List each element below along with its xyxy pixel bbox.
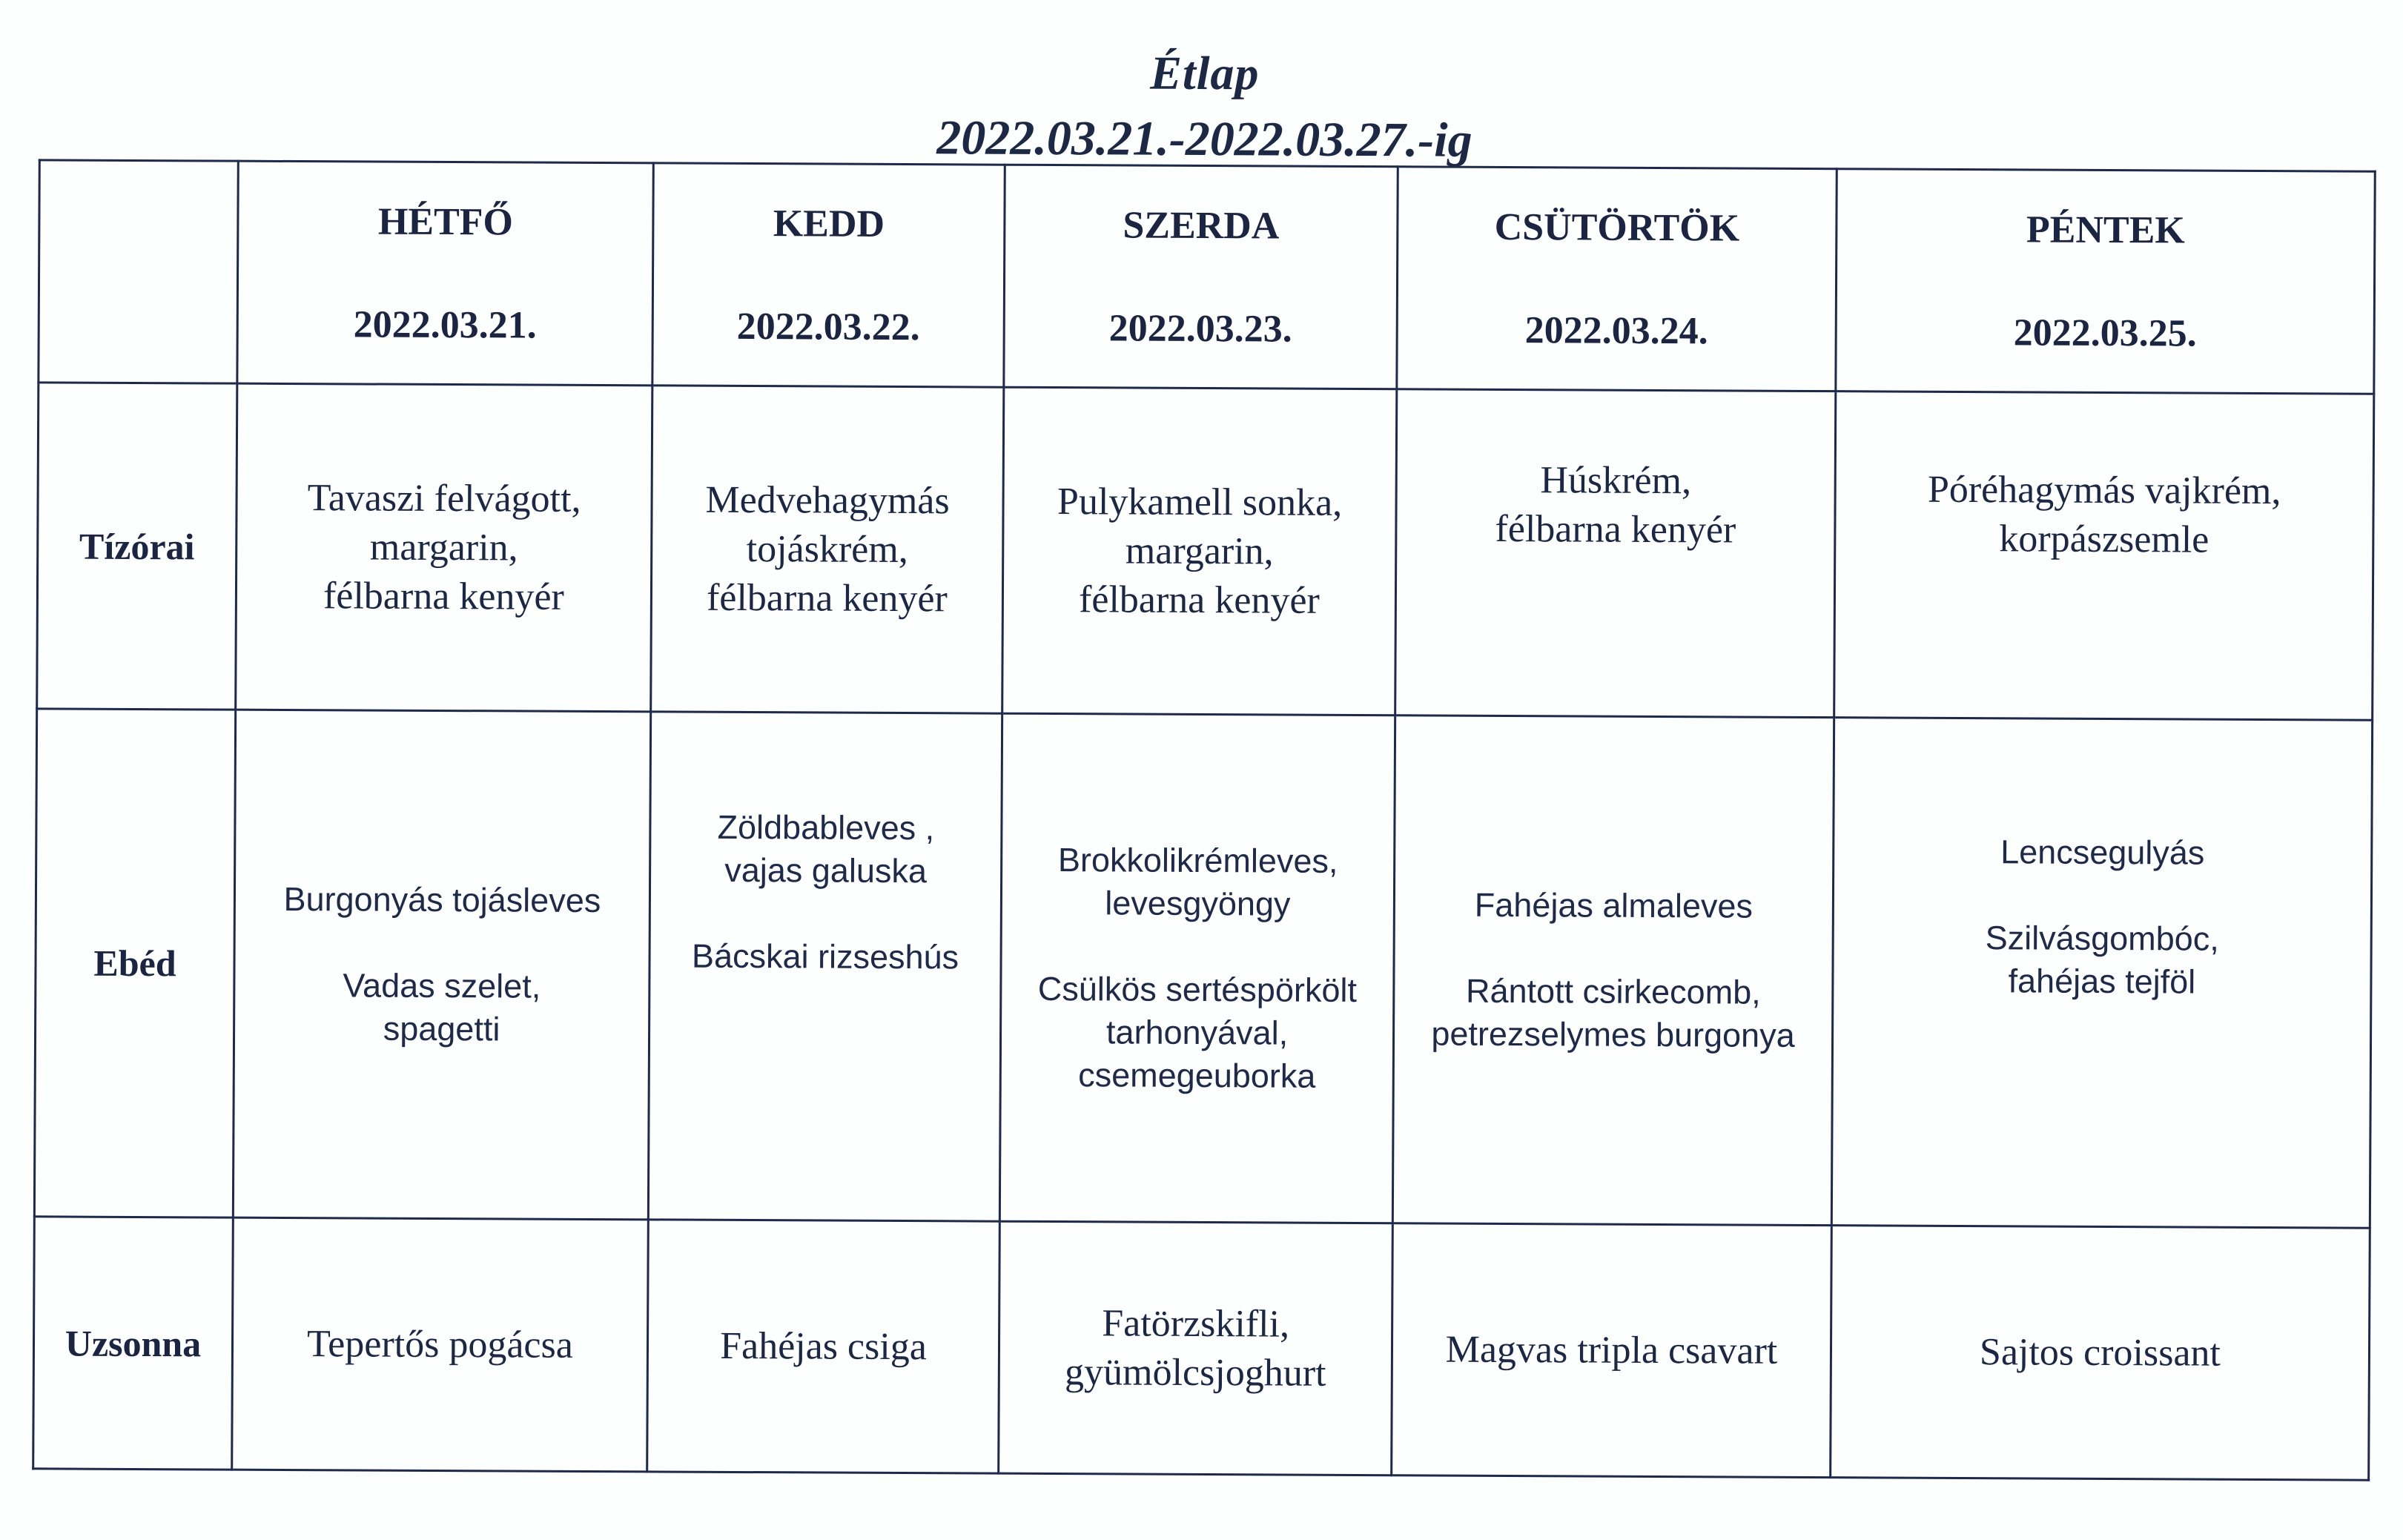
meal-label-uzsonna: Uzsonna: [65, 1322, 202, 1364]
main-course-line: Rántott csirkecomb,: [1465, 971, 1761, 1011]
menu-line: korpászsemle: [1999, 517, 2209, 561]
meal-label-cell: [37, 383, 237, 710]
main-course-line: tarhonyával,: [1105, 1013, 1289, 1052]
uzsonna-friday: [1831, 1226, 2370, 1481]
main-course-line: spagetti: [383, 1009, 500, 1048]
tizorai-friday: [1834, 391, 2374, 721]
meal-label-ebed: Ebéd: [93, 942, 176, 985]
menu-line: margarin,: [369, 526, 518, 569]
spacer: [1403, 926, 1825, 971]
header-row: [39, 160, 2375, 394]
soup-line: Brokkolikrémleves,: [1057, 841, 1338, 880]
day-name: SZERDA: [1123, 203, 1280, 248]
menu-line: félbarna kenyér: [323, 574, 564, 618]
day-date: 2022.03.24.: [1524, 308, 1708, 352]
uzsonna-monday: [232, 1217, 649, 1472]
tizorai-row: [37, 383, 2374, 720]
main-course-line: Vadas szelet,: [343, 966, 541, 1005]
ebed-thursday: [1392, 716, 1834, 1226]
meal-label-tizorai: Tízórai: [79, 525, 195, 567]
menu-line: Tavaszi felvágott,: [307, 476, 581, 521]
main-course-line: Csülkös sertéspörkölt: [1037, 969, 1358, 1010]
spacer: [658, 891, 993, 936]
ebed-row: [34, 709, 2372, 1228]
spacer: [1842, 873, 2363, 918]
menu-line: Medvehagymás: [705, 478, 950, 522]
menu-line: Húskrém,: [1540, 458, 1692, 502]
day-date: 2022.03.21.: [353, 303, 537, 347]
soup-line: Fahéjas almaleves: [1474, 885, 1754, 925]
menu-line: margarin,: [1125, 529, 1274, 572]
menu-line: tojáskrém,: [746, 527, 908, 571]
main-course-line: csemegeuborka: [1078, 1056, 1316, 1095]
soup-line: vajas galuska: [724, 850, 928, 890]
tizorai-tuesday: [651, 386, 1004, 713]
day-name: HÉTFŐ: [377, 200, 514, 243]
soup-line: levesgyöngy: [1105, 884, 1291, 923]
day-header-monday: [237, 161, 653, 386]
soup-line: Burgonyás tojásleves: [283, 879, 601, 920]
tizorai-thursday: [1395, 389, 1836, 718]
day-name: CSÜTÖRTÖK: [1494, 205, 1740, 250]
day-header-wednesday: [1004, 165, 1398, 389]
menu-line: Magvas tripla csavart: [1445, 1328, 1778, 1372]
uzsonna-tuesday: [647, 1220, 1000, 1473]
day-name: KEDD: [773, 202, 885, 245]
corner-cell: [39, 160, 238, 383]
day-header-friday: [1836, 169, 2375, 394]
spacer: [243, 921, 641, 966]
day-header-tuesday: [652, 163, 1005, 387]
weekly-menu-table: [32, 159, 2376, 1481]
menu-line: félbarna kenyér: [1495, 507, 1736, 552]
spacer: [1010, 925, 1386, 969]
date-range: 2022.03.21.-2022.03.27.-ig: [936, 110, 1472, 168]
day-date: 2022.03.22.: [736, 305, 920, 348]
day-name: PÉNTEK: [2026, 208, 2185, 251]
menu-line: Póréhagymás vajkrém,: [1927, 468, 2281, 512]
day-header-thursday: [1397, 167, 1837, 391]
menu-line: Tepertős pogácsa: [306, 1322, 574, 1366]
meal-label-cell: [34, 709, 235, 1217]
main-course-line: fahéjas tejföl: [2008, 962, 2196, 1001]
main-course-line: Szilvásgombóc,: [1985, 919, 2219, 958]
day-date: 2022.03.23.: [1108, 306, 1292, 351]
uzsonna-wednesday: [999, 1221, 1393, 1475]
menu-line: Fahéjas csiga: [720, 1324, 927, 1368]
menu-line: Fatörzskifli,: [1102, 1301, 1290, 1346]
ebed-friday: [1831, 718, 2372, 1229]
main-course-line: petrezselymes burgonya: [1431, 1014, 1795, 1054]
main-course-line: Bácskai rizseshús: [691, 936, 959, 976]
menu-line: félbarna kenyér: [1078, 578, 1320, 622]
uzsonna-thursday: [1392, 1223, 1832, 1478]
ebed-monday: [233, 710, 650, 1220]
tizorai-wednesday: [1002, 387, 1397, 716]
ebed-wednesday: [999, 713, 1395, 1223]
document-title: Étlap: [1150, 46, 1260, 100]
menu-line: gyümölcsjoghurt: [1064, 1350, 1326, 1395]
menu-line: Sajtos croissant: [1979, 1330, 2221, 1375]
menu-line: Pulykamell sonka,: [1057, 480, 1343, 524]
tizorai-monday: [236, 383, 652, 712]
soup-line: Zöldbableves ,: [717, 807, 935, 847]
ebed-tuesday: [648, 712, 1002, 1221]
day-date: 2022.03.25.: [2013, 311, 2197, 355]
meal-label-cell: [33, 1217, 234, 1470]
uzsonna-row: [33, 1217, 2370, 1480]
menu-line: félbarna kenyér: [706, 576, 948, 620]
soup-line: Lencsegulyás: [2000, 833, 2205, 872]
